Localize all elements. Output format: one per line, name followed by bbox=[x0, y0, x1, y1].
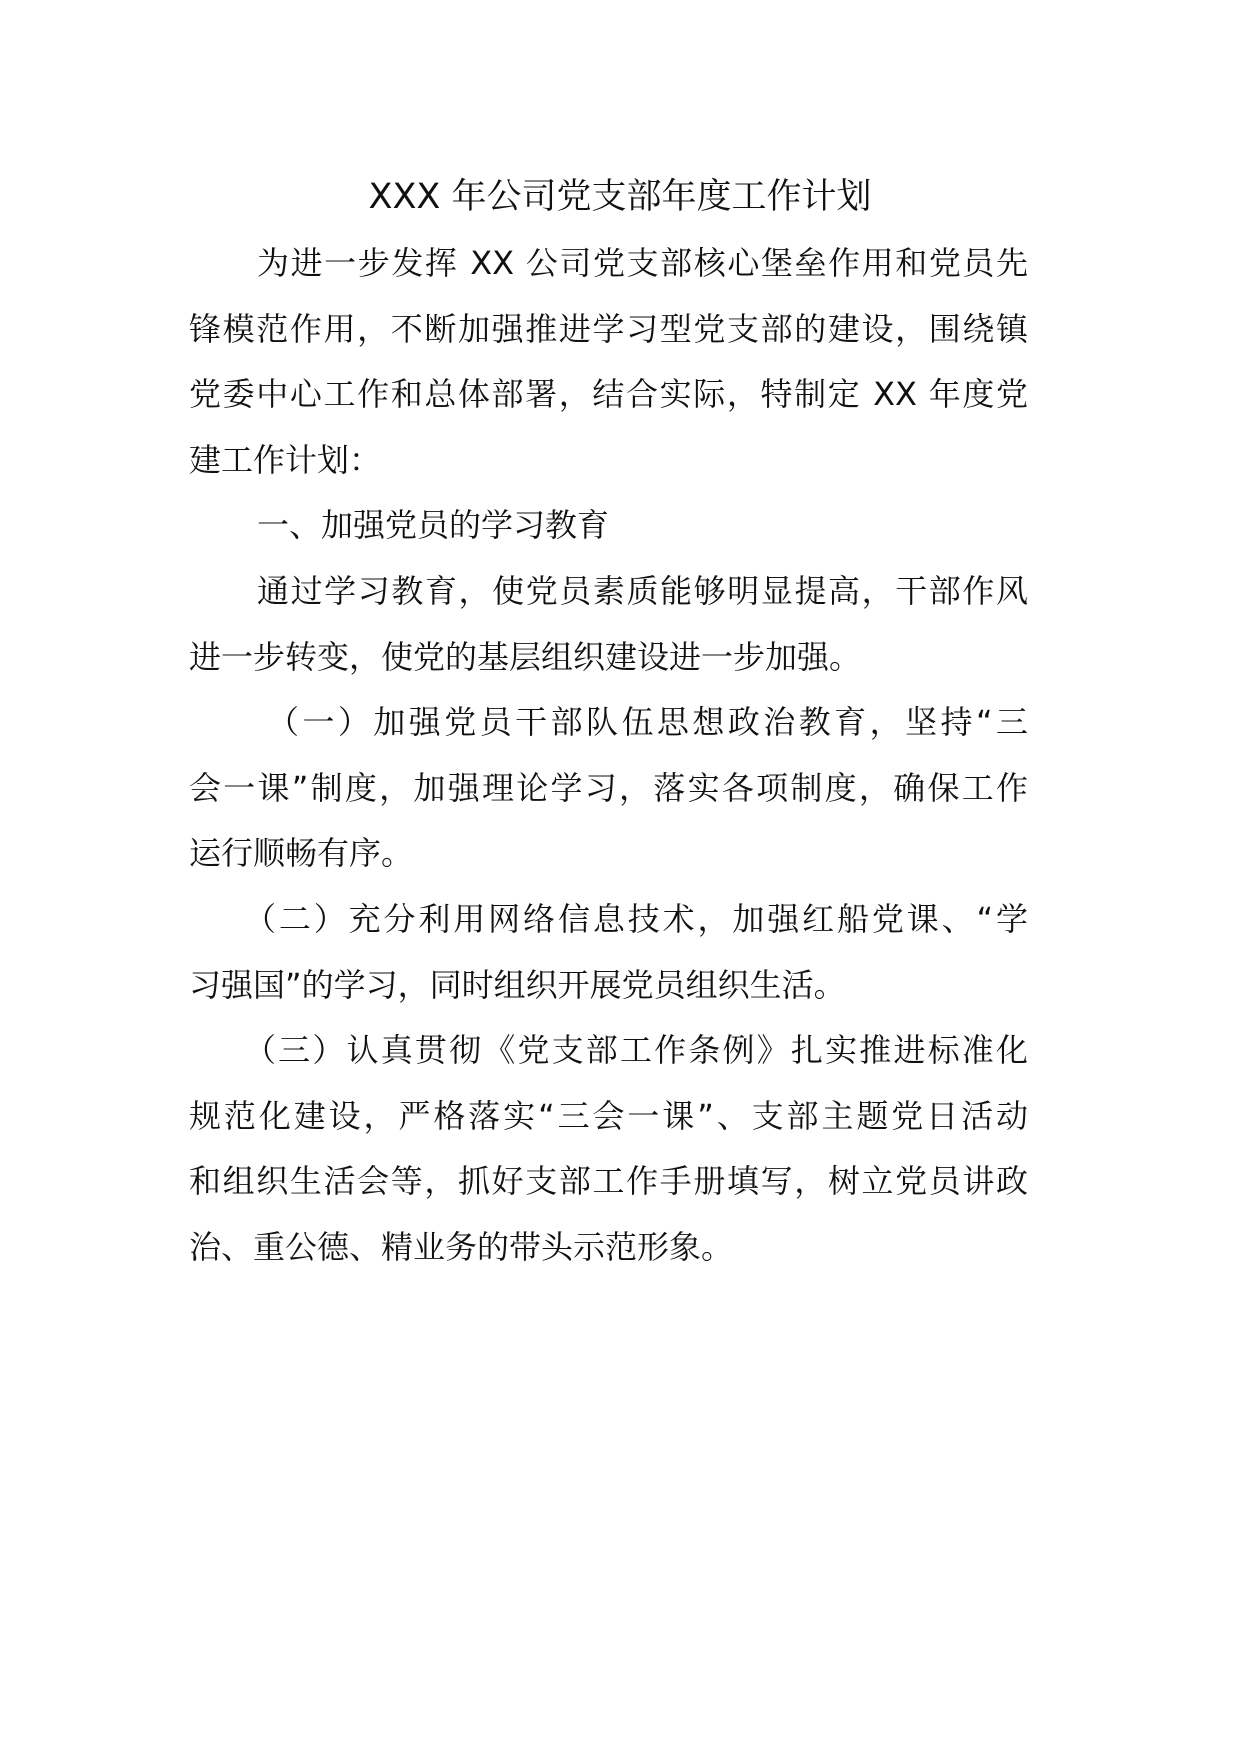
text-line: 锋模范作用，不断加强推进学习型党支部的建设，围绕镇 bbox=[189, 309, 1028, 348]
text-line: 运行顺畅有序。 bbox=[189, 834, 414, 873]
text-line: 进一步转变，使党的基层组织建设进一步加强。 bbox=[189, 637, 862, 676]
paragraph-item-1 bbox=[189, 690, 1028, 887]
paragraph-intro bbox=[189, 231, 1028, 493]
document-body bbox=[189, 231, 1028, 1281]
text-line: 通过学习教育，使党员素质能够明显提高，干部作风 bbox=[257, 571, 1028, 610]
text-line: 为进一步发挥 XX 公司党支部核心堡垒作用和党员先 bbox=[257, 244, 1028, 282]
text-line: （一）加强党员干部队伍思想政治教育，坚持“三 bbox=[267, 703, 1028, 742]
text-line: 习强国”的学习，同时组织开展党员组织生活。 bbox=[189, 965, 846, 1004]
text-line: （二）充分利用网络信息技术，加强红船党课、“学 bbox=[244, 899, 1028, 938]
text-line: 建工作计划： bbox=[189, 440, 382, 479]
paragraph-goal bbox=[189, 559, 1028, 690]
text-line: 治、重公德、精业务的带头示范形象。 bbox=[189, 1227, 734, 1266]
section-heading bbox=[189, 493, 1028, 559]
text-line: 规范化建设，严格落实“三会一课”、支部主题党日活动 bbox=[189, 1096, 1028, 1135]
text-line: （三）认真贯彻《党支部工作条例》扎实推进标准化 bbox=[244, 1031, 1028, 1070]
paragraph-item-2 bbox=[189, 887, 1028, 1018]
paragraph-item-3 bbox=[189, 1018, 1028, 1280]
text-line: 党委中心工作和总体部署，结合实际，特制定 XX 年度党 bbox=[189, 375, 1028, 414]
document-title: XXX 年公司党支部年度工作计划 bbox=[368, 177, 872, 217]
text-line: 和组织生活会等，抓好支部工作手册填写，树立党员讲政 bbox=[189, 1162, 1028, 1201]
text-line: 一、加强党员的学习教育 bbox=[257, 506, 610, 545]
text-line: 会一课”制度，加强理论学习，落实各项制度，确保工作 bbox=[189, 768, 1028, 807]
